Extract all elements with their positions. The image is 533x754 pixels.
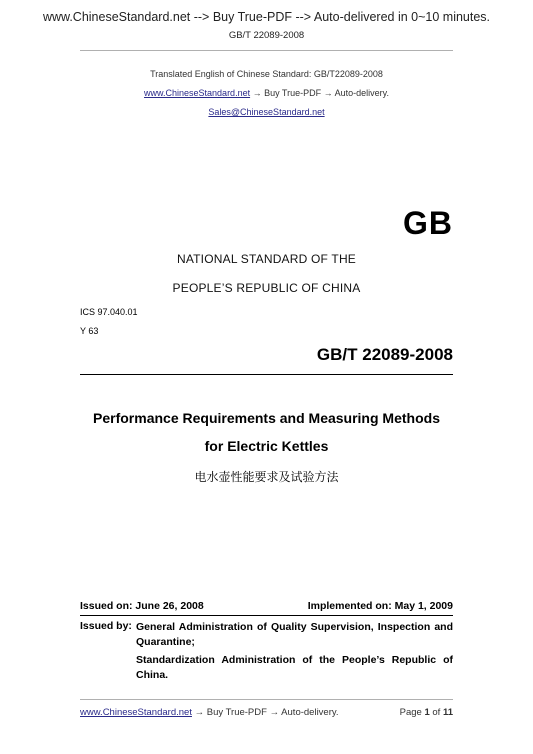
- site-link[interactable]: www.ChineseStandard.net: [144, 88, 251, 98]
- dates-divider: [80, 615, 453, 616]
- email-link[interactable]: Sales@ChineseStandard.net: [208, 107, 325, 117]
- footer-site-link[interactable]: www.ChineseStandard.net: [80, 707, 192, 718]
- title-divider: [80, 374, 453, 375]
- page-number: 1: [424, 707, 430, 718]
- header-divider: [80, 50, 453, 51]
- footer-promo: [80, 707, 339, 718]
- page-label: Page: [399, 707, 422, 718]
- national-standard-line1: NATIONAL STANDARD OF THE: [176, 252, 357, 266]
- promo-text: → Buy True-PDF → Auto-delivery.: [250, 88, 389, 98]
- footer-divider: [80, 699, 453, 700]
- national-standard-line2: PEOPLE’S REPUBLIC OF CHINA: [172, 281, 361, 295]
- page-of-label: of: [432, 707, 441, 718]
- classification-code: Y 63: [80, 326, 99, 336]
- footer-promo-text: → Buy True-PDF → Auto-delivery.: [191, 707, 339, 718]
- standard-number: GB/T 22089-2008: [316, 345, 453, 364]
- issued-by-label: Issued by:: [80, 620, 132, 632]
- translation-note: Translated English of Chinese Standard: GB/T22089-2008: [150, 69, 383, 79]
- header-banner: www.ChineseStandard.net --> Buy True-PDF --> Auto-delivered in 0~10 minutes.: [42, 10, 491, 24]
- gb-mark: GB: [403, 205, 453, 241]
- implemented-date: Implemented on: May 1, 2009: [307, 600, 453, 612]
- email-line: [0, 107, 533, 117]
- issuing-org-1: General Administration of Quality Supervision, Inspection and Quarantine;: [136, 621, 453, 648]
- promo-line: [0, 88, 533, 98]
- ics-code: ICS 97.040.01: [80, 307, 138, 317]
- document-title-line2: for Electric Kettles: [204, 438, 329, 454]
- document-title-chinese: 电水壶性能要求及试验方法: [194, 470, 339, 484]
- issuing-org-2: Standardization Administration of the People’s Republic of China.: [136, 654, 453, 681]
- document-title-line1: Performance Requirements and Measuring Methods: [93, 410, 440, 426]
- page-total: 11: [442, 707, 453, 718]
- issued-date: Issued on: June 26, 2008: [80, 600, 204, 612]
- page-indicator: [400, 707, 453, 718]
- header-standard-code: GB/T 22089-2008: [228, 30, 305, 41]
